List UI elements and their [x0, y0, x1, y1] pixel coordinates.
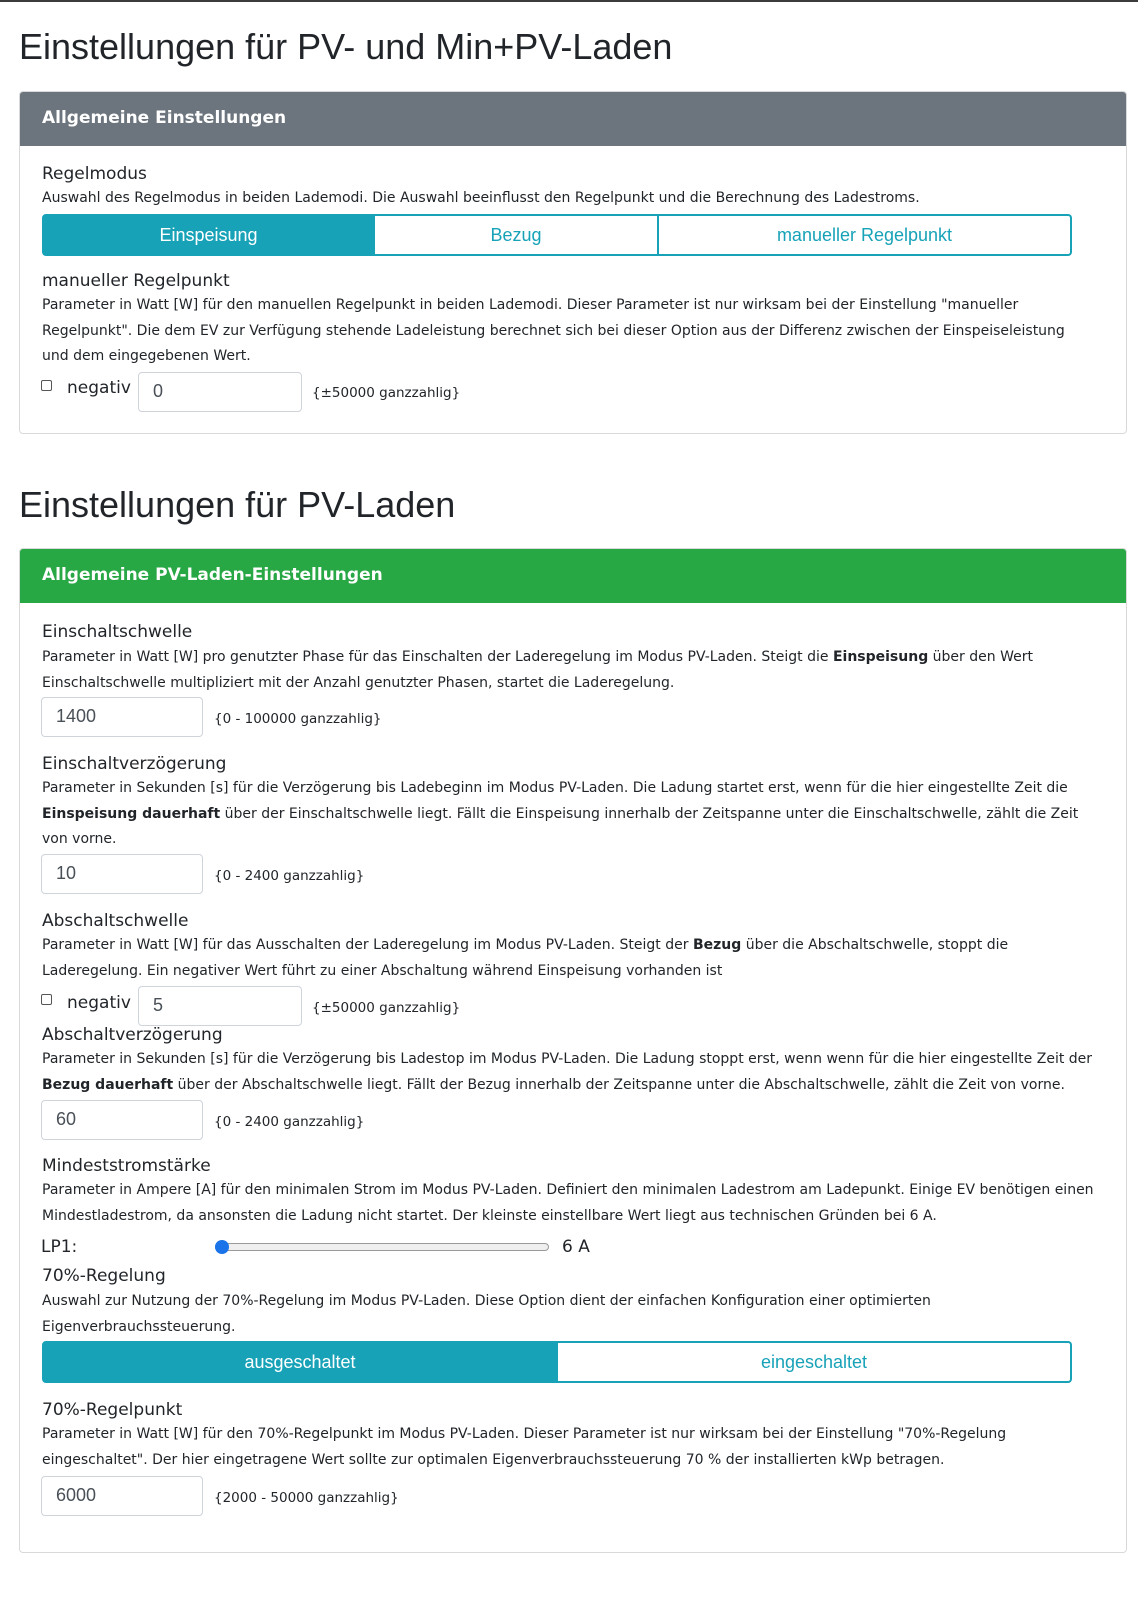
regelmodus-bezug-button[interactable]: Bezug	[375, 214, 659, 256]
regelung70-button-group	[42, 1341, 1072, 1383]
manueller-regelpunkt-help-line2: Regelpunkt". Die dem EV zur Verfügung stehende Ladeleistung berechnet sich bei dieser Option aus der Differenz zwischen der Einspeiseleistung	[42, 322, 1065, 339]
manueller-regelpunkt-input[interactable]: 0	[138, 372, 302, 412]
einschaltverzoegerung-help-line3: von vorne.	[42, 831, 117, 847]
einschaltschwelle-help-line2: Einschaltschwelle multipliziert mit der Anzahl genutzter Phasen, startet die Laderegelung.	[42, 674, 675, 691]
mindeststromstaerke-help-line2: Mindestladestrom, da ansonsten die Ladung nicht startet. Der kleinste einstellbare Wert liegt aus technischen Gründen bei 6 A.	[42, 1207, 937, 1224]
regelung70-label: 70%-Regelung	[42, 1266, 166, 1286]
mindeststromstaerke-label: Mindeststromstärke	[42, 1156, 211, 1176]
manueller-regelpunkt-help	[42, 293, 1102, 370]
abschaltschwelle-help-line1: Parameter in Watt [W] für das Ausschalten der Laderegelung im Modus PV-Laden. Steigt der Bezug über die Abschaltschwelle, stoppt die	[42, 937, 1009, 953]
manueller-regelpunkt-help-line3: und dem eingegebenen Wert.	[42, 348, 251, 364]
mindeststromstaerke-slider-track[interactable]	[215, 1243, 549, 1251]
einschaltschwelle-input[interactable]: 1400	[41, 697, 203, 737]
einschaltschwelle-help-line1: Parameter in Watt [W] pro genutzter Phase für das Einschalten der Laderegelung im Modus PV-Laden. Steigt die Einspeisung über den Wert	[42, 649, 1033, 665]
regelmodus-label: Regelmodus	[42, 164, 147, 184]
regelpunkt70-input[interactable]: 6000	[41, 1476, 203, 1516]
einschaltverzoegerung-hint: {0 - 2400 ganzzahlig}	[214, 868, 365, 884]
manueller-regelpunkt-negativ-checkbox[interactable]	[41, 380, 52, 391]
abschaltverzoegerung-input[interactable]: 60	[41, 1100, 203, 1140]
abschaltverzoegerung-help-line1: Parameter in Sekunden [s] für die Verzögerung bis Ladestop im Modus PV-Laden. Die Ladung stoppt erst, wenn wenn für die hier eingestellte Zeit der	[42, 1051, 1093, 1067]
regelmodus-help: Auswahl des Regelmodus in beiden Lademodi. Die Auswahl beeinflusst den Regelpunkt und die Berechnung des Ladestroms.	[42, 190, 920, 206]
abschaltschwelle-negativ-label: negativ	[67, 993, 131, 1013]
regelung70-help-line1: Auswahl zur Nutzung der 70%-Regelung im Modus PV-Laden. Diese Option dient der einfachen Konfiguration einer optimierten	[42, 1293, 931, 1309]
abschaltverzoegerung-help-line2: Bezug dauerhaft über der Abschaltschwelle liegt. Fällt der Bezug innerhalb der Zeitspanne unter die Abschaltschwelle, zählt die Zeit von vorne.	[42, 1076, 1065, 1093]
einschaltverzoegerung-help-line2: Einspeisung dauerhaft über der Einschaltschwelle liegt. Fällt die Einspeisung innerhalb der Zeitspanne unter die Einschaltschwelle, zählt die Zeit	[42, 805, 1079, 822]
regelmodus-einspeisung-button[interactable]: Einspeisung	[42, 214, 375, 256]
abschaltverzoegerung-help	[42, 1047, 1102, 1098]
abschaltschwelle-help	[42, 933, 1102, 984]
einschaltverzoegerung-input[interactable]: 10	[41, 854, 203, 894]
regelpunkt70-help-line2: eingeschaltet". Der hier eingetragene Wert sollte zur optimalen Eigenverbrauchssteuerung 70 % der installierten kWp betragen.	[42, 1451, 945, 1468]
abschaltschwelle-hint: {±50000 ganzzahlig}	[312, 1000, 461, 1016]
card-header-allgemeine-pv-laden-einstellungen: Allgemeine PV-Laden-Einstellungen	[20, 549, 1126, 603]
abschaltverzoegerung-label: Abschaltverzögerung	[42, 1025, 223, 1045]
regelpunkt70-label: 70%-Regelpunkt	[42, 1400, 183, 1420]
einschaltverzoegerung-help	[42, 776, 1102, 853]
card-header-allgemeine-einstellungen: Allgemeine Einstellungen	[20, 92, 1126, 146]
einschaltverzoegerung-label: Einschaltverzögerung	[42, 754, 227, 774]
manueller-regelpunkt-hint: {±50000 ganzzahlig}	[312, 385, 461, 401]
einschaltschwelle-label: Einschaltschwelle	[42, 622, 193, 642]
einschaltschwelle-help	[42, 645, 1102, 696]
regelung70-eingeschaltet-button[interactable]: eingeschaltet	[558, 1341, 1072, 1383]
regelung70-ausgeschaltet-button[interactable]: ausgeschaltet	[42, 1341, 558, 1383]
regelpunkt70-help	[42, 1422, 1102, 1473]
regelmodus-manueller-regelpunkt-button[interactable]: manueller Regelpunkt	[659, 214, 1072, 256]
abschaltschwelle-negativ-checkbox[interactable]	[41, 994, 52, 1005]
regelung70-help	[42, 1289, 1102, 1340]
abschaltverzoegerung-hint: {0 - 2400 ganzzahlig}	[214, 1114, 365, 1130]
mindeststromstaerke-help	[42, 1178, 1102, 1229]
page-title-pv-min-pv: Einstellungen für PV- und Min+PV-Laden	[19, 26, 673, 67]
regelpunkt70-help-line1: Parameter in Watt [W] für den 70%-Regelpunkt im Modus PV-Laden. Dieser Parameter ist nur wirksam bei der Einstellung "70%-Regelung	[42, 1426, 1007, 1442]
page-title-pv-laden: Einstellungen für PV-Laden	[19, 484, 456, 525]
manueller-regelpunkt-help-line1: Parameter in Watt [W] für den manuellen Regelpunkt in beiden Lademodi. Dieser Parameter ist nur wirksam bei der Einstellung "manueller	[42, 297, 1019, 313]
lp1-label: LP1:	[41, 1237, 78, 1257]
regelung70-help-line2: Eigenverbrauchssteuerung.	[42, 1318, 236, 1335]
einschaltschwelle-hint: {0 - 100000 ganzzahlig}	[214, 711, 382, 727]
mindeststromstaerke-slider-thumb[interactable]	[215, 1240, 229, 1254]
abschaltschwelle-input[interactable]: 5	[138, 986, 302, 1026]
manueller-regelpunkt-label: manueller Regelpunkt	[42, 271, 230, 291]
manueller-regelpunkt-negativ-label: negativ	[67, 378, 131, 398]
mindeststromstaerke-help-line1: Parameter in Ampere [A] für den minimalen Strom im Modus PV-Laden. Definiert den minimalen Ladestrom am Ladepunkt. Einige EV benötigen einen	[42, 1182, 1094, 1198]
mindeststromstaerke-value: 6 A	[562, 1237, 590, 1257]
regelmodus-button-group	[42, 214, 1072, 256]
einschaltverzoegerung-help-line1: Parameter in Sekunden [s] für die Verzögerung bis Ladebeginn im Modus PV-Laden. Die Ladung startet erst, wenn für die hier eingestellte Zeit die	[42, 780, 1068, 796]
regelpunkt70-hint: {2000 - 50000 ganzzahlig}	[214, 1490, 399, 1506]
abschaltschwelle-help-line2: Laderegelung. Ein negativer Wert führt zu einer Abschaltung während Einspeisung vorhanden ist	[42, 962, 723, 979]
abschaltschwelle-label: Abschaltschwelle	[42, 911, 189, 931]
